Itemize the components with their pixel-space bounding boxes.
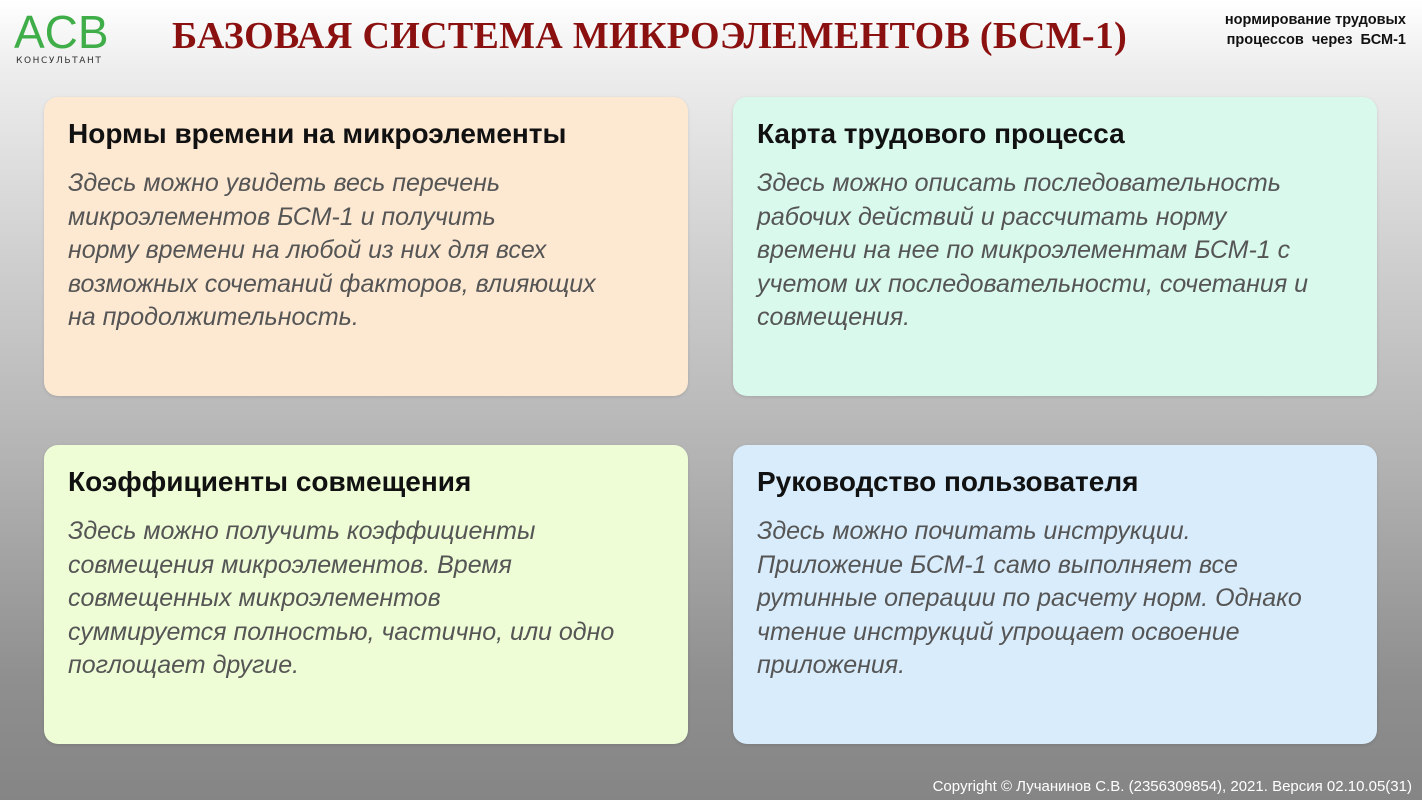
card-title: Нормы времени на микроэлементы xyxy=(68,118,567,149)
card-description-line: рутинные операции по расчету норм. Однако xyxy=(757,584,1302,612)
card-process-map[interactable] xyxy=(733,97,1377,396)
card-title: Коэффициенты совмещения xyxy=(68,466,472,497)
card-description-line: возможных сочетаний факторов, влияющих xyxy=(68,269,596,298)
header-subtitle-line2: процессов через БСМ-1 xyxy=(1226,32,1406,48)
card-description-line: Здесь можно увидеть весь перечень xyxy=(68,169,501,197)
card-combination-coefficients[interactable] xyxy=(44,445,688,744)
card-description-line: рабочих действий и рассчитать норму xyxy=(757,202,1227,231)
app-logo xyxy=(14,8,124,68)
card-description-line: суммируется полностью, частично, или одно xyxy=(68,617,615,646)
card-description-line: Здесь можно получить коэффициенты xyxy=(68,517,536,545)
card-description-line: учетом их последовательности, сочетания и xyxy=(757,269,1309,298)
card-title: Руководство пользователя xyxy=(757,466,1139,497)
card-description-line: совмещения. xyxy=(757,303,911,331)
card-title: Карта трудового процесса xyxy=(757,118,1125,149)
card-description xyxy=(757,167,1353,335)
card-description-line: Здесь можно почитать инструкции. xyxy=(757,517,1191,545)
card-description-line: поглощает другие. xyxy=(68,651,300,679)
card-description-line: норму времени на любой из них для всех xyxy=(68,236,547,264)
page-title: БАЗОВАЯ СИСТЕМА МИКРОЭЛЕМЕНТОВ (БСМ-1) xyxy=(172,15,1128,57)
card-time-norms[interactable] xyxy=(44,97,688,396)
card-description-line: приложения. xyxy=(757,651,906,679)
card-description-line: микроэлементов БСМ-1 и получить xyxy=(68,202,496,231)
card-description-line: совмещенных микроэлементов xyxy=(68,584,441,612)
card-description-line: времени на нее по микроэлементам БСМ-1 с xyxy=(757,236,1291,264)
card-description-line: Приложение БСМ-1 само выполняет все xyxy=(757,550,1238,579)
logo-mark: ACB xyxy=(14,6,109,58)
card-description-line: на продолжительность. xyxy=(68,303,359,331)
card-description-line: чтение инструкций упрощает освоение xyxy=(757,617,1240,646)
card-description xyxy=(68,515,664,683)
card-description xyxy=(68,167,664,335)
header-subtitle xyxy=(1176,10,1406,50)
logo-subtitle: КОНСУЛЬТАНТ xyxy=(16,56,103,66)
card-description-line: Здесь можно описать последовательность xyxy=(757,169,1281,197)
card-description-line: совмещения микроэлементов. Время xyxy=(68,550,512,579)
card-description xyxy=(757,515,1353,683)
header-subtitle-line1: нормирование трудовых xyxy=(1224,12,1406,28)
card-user-guide[interactable] xyxy=(733,445,1377,744)
copyright-text: Copyright © Лучанинов С.В. (2356309854), 2021. Версия 02.10.05(31) xyxy=(932,778,1412,795)
